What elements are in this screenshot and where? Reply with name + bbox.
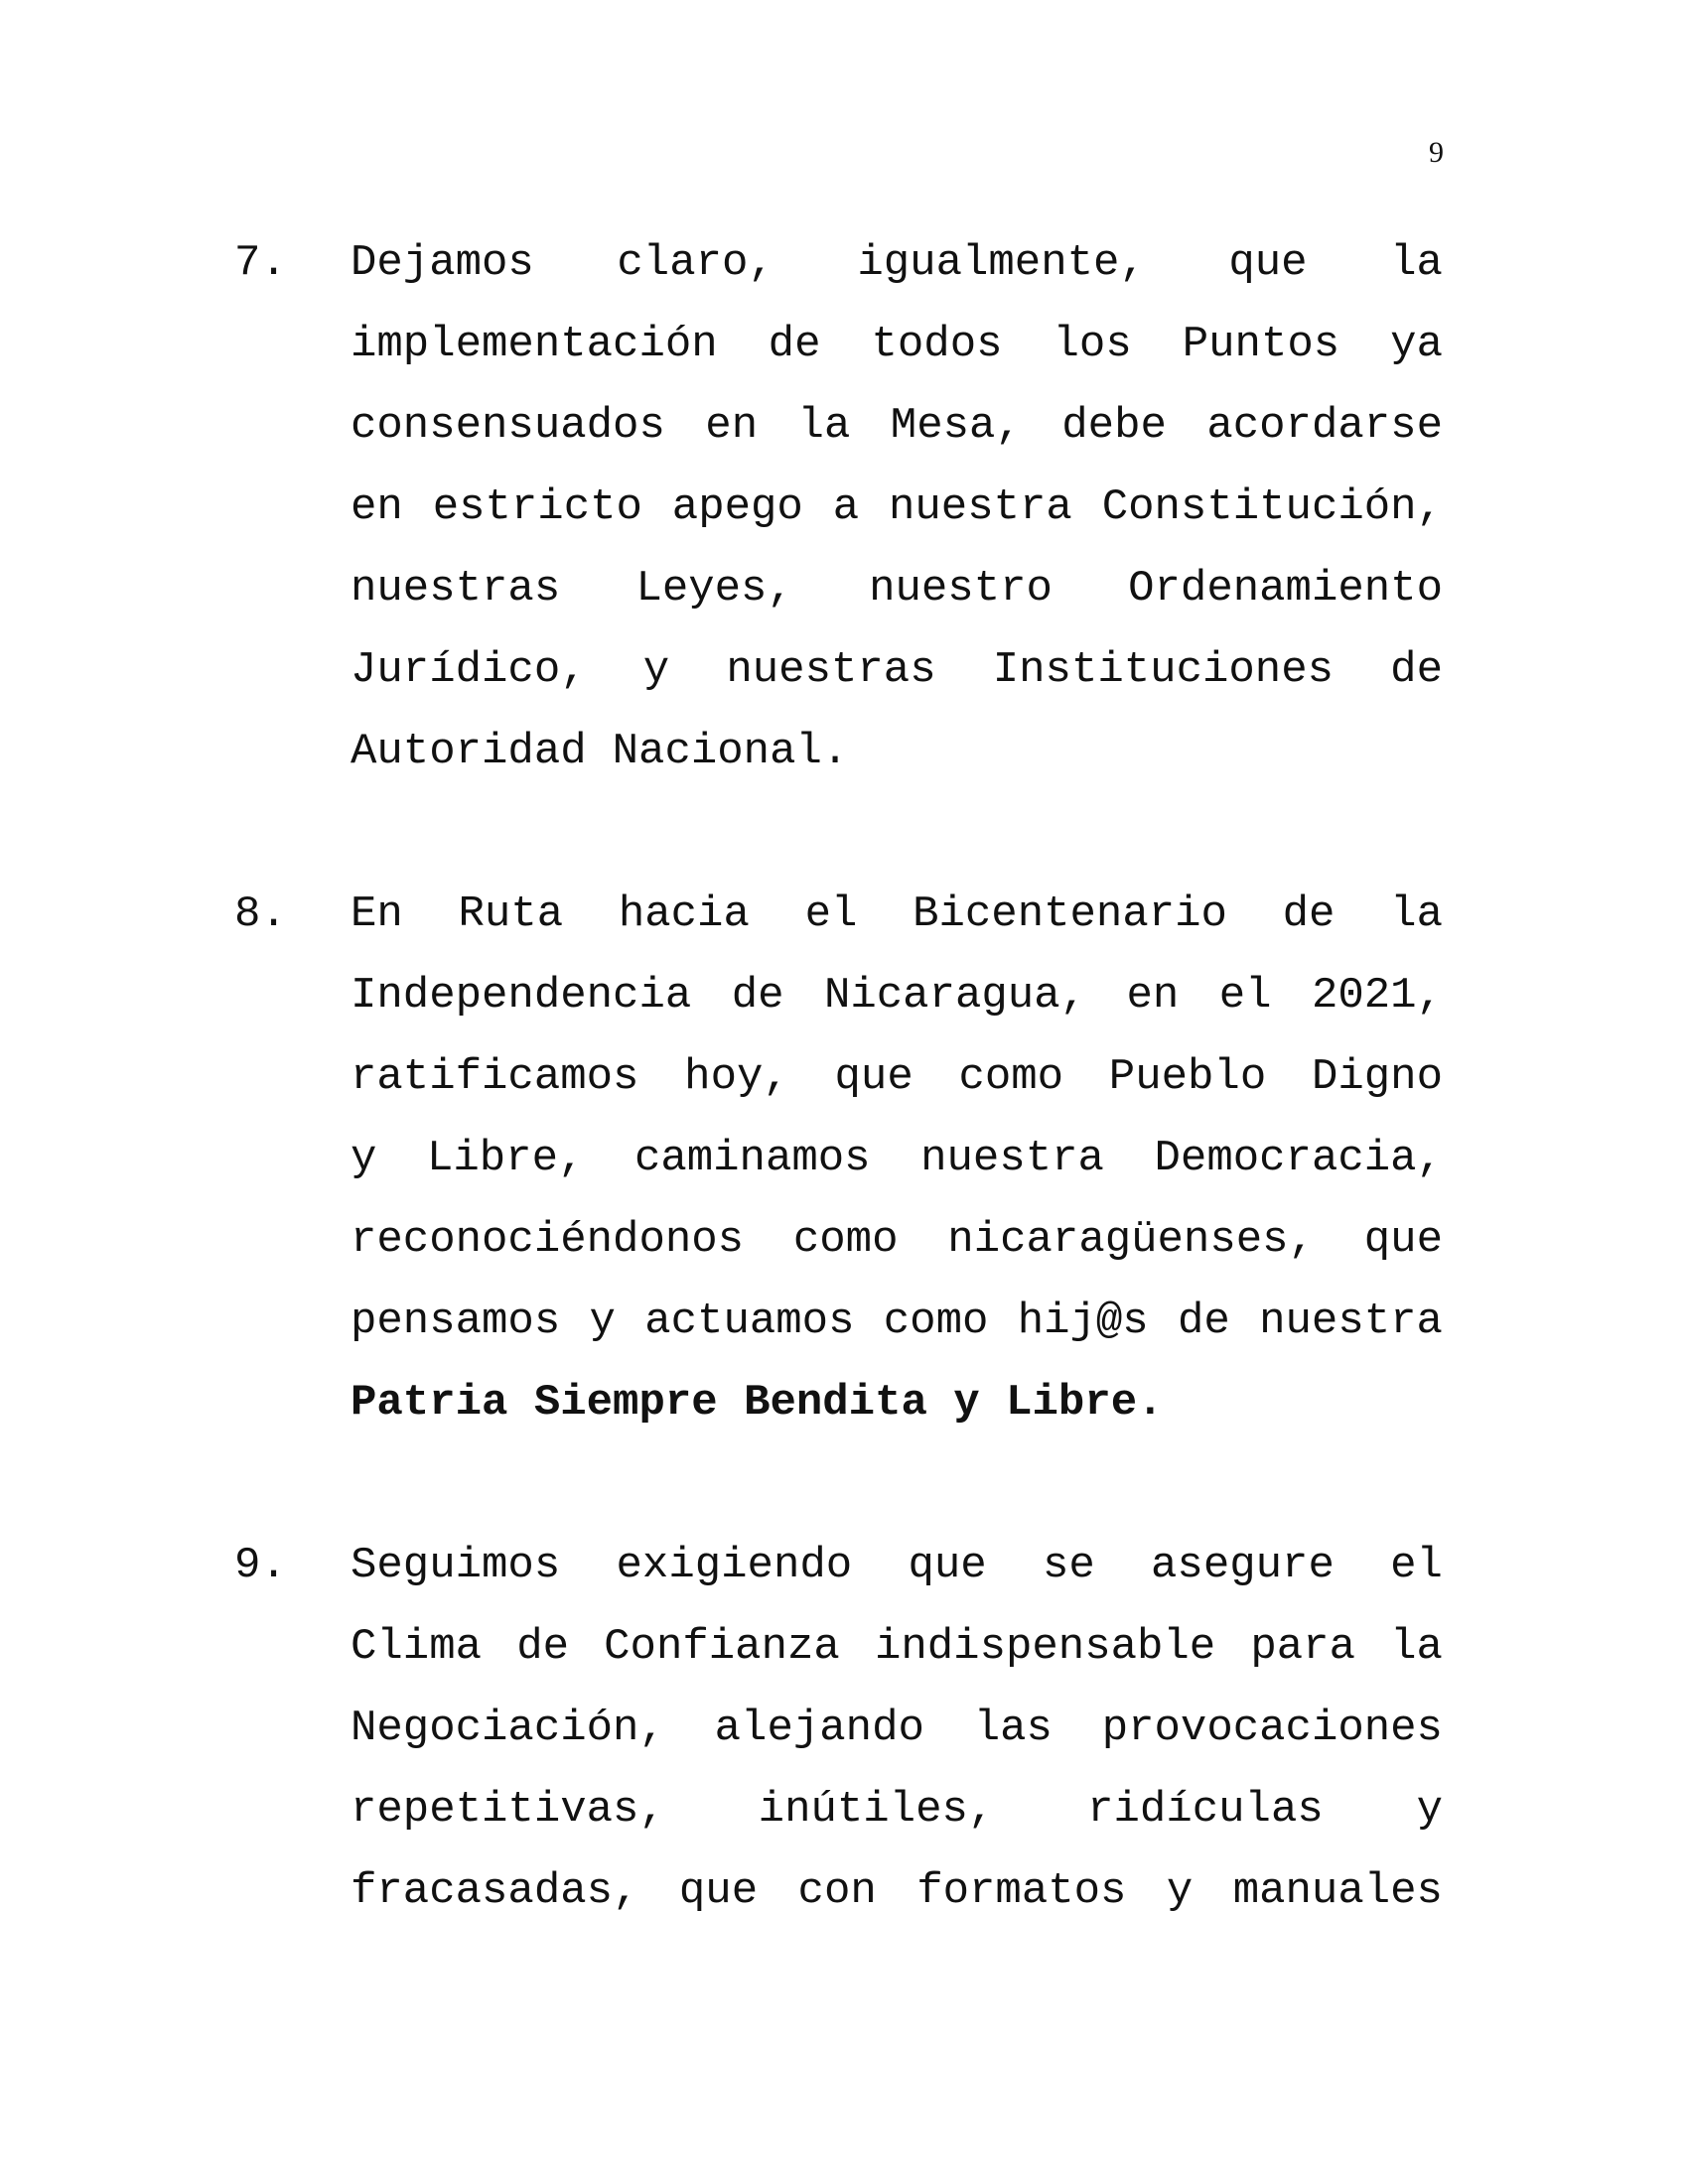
word: hoy, (684, 1052, 789, 1102)
word: Libre, (426, 1134, 585, 1183)
word: que (1228, 238, 1308, 288)
word: Clima (351, 1622, 483, 1672)
text-line (351, 1118, 1443, 1199)
text-line (351, 1769, 1443, 1850)
text-line (351, 548, 1443, 629)
word: exigiendo (616, 1541, 853, 1590)
item-text (351, 874, 1443, 1443)
word: manuales (1232, 1866, 1443, 1916)
word: claro, (617, 238, 774, 288)
word: para (1250, 1622, 1355, 1672)
word: de (1178, 1297, 1230, 1346)
word: de (768, 320, 821, 369)
word: el (1218, 971, 1272, 1021)
word: como (883, 1297, 989, 1346)
word: En (351, 889, 403, 939)
word: nuestras (726, 645, 936, 695)
word: igualmente, (857, 238, 1146, 288)
word: nuestro (869, 564, 1053, 614)
word: las (973, 1704, 1053, 1753)
text-line (351, 222, 1443, 304)
word: estricto (432, 482, 642, 532)
word: de (1390, 645, 1443, 695)
word: apego (671, 482, 803, 532)
word: formatos (916, 1866, 1127, 1916)
text-line (351, 385, 1443, 467)
word: Constitución, (1101, 482, 1443, 532)
word: Negociación, (351, 1704, 665, 1753)
word: y (1416, 1785, 1443, 1835)
word: caminamos (633, 1134, 871, 1183)
word: fracasadas, (351, 1866, 639, 1916)
word: que (678, 1866, 759, 1916)
word: la (797, 401, 851, 451)
word: y (1166, 1866, 1194, 1916)
text-line (351, 1036, 1443, 1118)
word: y (351, 1134, 377, 1183)
word: el (804, 889, 858, 939)
text-line (351, 1525, 1443, 1606)
word: que (908, 1541, 987, 1590)
word: la (1390, 1622, 1443, 1672)
word: Confianza (604, 1622, 840, 1672)
word: ratificamos (351, 1052, 639, 1102)
word: implementación (351, 320, 718, 369)
word: repetitivas, (351, 1785, 665, 1835)
word: Independencia (351, 971, 692, 1021)
page-number: 9 (1429, 136, 1444, 169)
word: actuamos (644, 1297, 855, 1346)
word: hacia (618, 889, 750, 939)
word: Ordenamiento (1128, 564, 1443, 614)
word: nuestra (888, 482, 1072, 532)
word: Instituciones (992, 645, 1335, 695)
item-text (351, 1525, 1443, 1932)
word: hij@s (1017, 1297, 1149, 1346)
word: reconociéndonos (351, 1215, 745, 1265)
word: se (1042, 1541, 1095, 1590)
word: acordarse (1206, 401, 1443, 451)
word: indispensable (874, 1622, 1216, 1672)
word: ridículas (1087, 1785, 1324, 1835)
text-line (351, 711, 1443, 792)
word: la (1390, 889, 1443, 939)
word: Bicentenario (913, 889, 1227, 939)
word: de (731, 971, 784, 1021)
word: provocaciones (1101, 1704, 1443, 1753)
word: a (832, 482, 860, 532)
word: Nicaragua, (823, 971, 1086, 1021)
item-number: 8. (234, 889, 287, 939)
text-line (351, 467, 1443, 548)
word: todos (871, 320, 1003, 369)
word: inútiles, (758, 1785, 995, 1835)
word: con (797, 1866, 877, 1916)
word: y (589, 1297, 616, 1346)
word: en (351, 482, 403, 532)
word: Seguimos (351, 1541, 561, 1590)
word: de (1282, 889, 1336, 939)
text-line (351, 1688, 1443, 1769)
word: en (1126, 971, 1180, 1021)
word: que (1363, 1215, 1443, 1265)
word: Leyes, (635, 564, 793, 614)
word: Democracia, (1154, 1134, 1443, 1183)
word: nicaragüenses, (947, 1215, 1315, 1265)
word: ya (1390, 320, 1443, 369)
word: Jurídico, (351, 645, 587, 695)
word: Puntos (1182, 320, 1340, 369)
word: en (705, 401, 759, 451)
word: nuestra (920, 1134, 1104, 1183)
word: como (792, 1215, 899, 1265)
word: de (516, 1622, 569, 1672)
text-line (351, 874, 1443, 955)
word: los (1053, 320, 1132, 369)
word: Ruta (458, 889, 564, 939)
word: asegure (1151, 1541, 1335, 1590)
word: la (1390, 238, 1443, 288)
word: pensamos (351, 1297, 561, 1346)
word: debe (1061, 401, 1167, 451)
word: Digno (1311, 1052, 1443, 1102)
word: que (834, 1052, 914, 1102)
word: Pueblo (1108, 1052, 1267, 1102)
word: consensuados (351, 401, 665, 451)
word: 2021, (1311, 971, 1443, 1021)
word: Nacional. (612, 727, 849, 776)
item-number: 7. (234, 238, 287, 288)
word: y (642, 645, 670, 695)
text-line (351, 1281, 1443, 1362)
item-text (351, 222, 1443, 792)
word: nuestras (351, 564, 561, 614)
word: Dejamos (351, 238, 534, 288)
item-number: 9. (234, 1541, 287, 1590)
bold-text-line: Patria Siempre Bendita y Libre. (351, 1378, 1164, 1428)
text-line (351, 629, 1443, 711)
word: Mesa, (890, 401, 1022, 451)
text-line (351, 1199, 1443, 1281)
word: nuestra (1259, 1297, 1443, 1346)
word: alejando (714, 1704, 924, 1753)
text-line (351, 1606, 1443, 1688)
word: Autoridad (351, 727, 587, 776)
text-line (351, 304, 1443, 385)
text-line (351, 955, 1443, 1036)
word: el (1390, 1541, 1443, 1590)
text-line (351, 1850, 1443, 1932)
word: como (958, 1052, 1064, 1102)
